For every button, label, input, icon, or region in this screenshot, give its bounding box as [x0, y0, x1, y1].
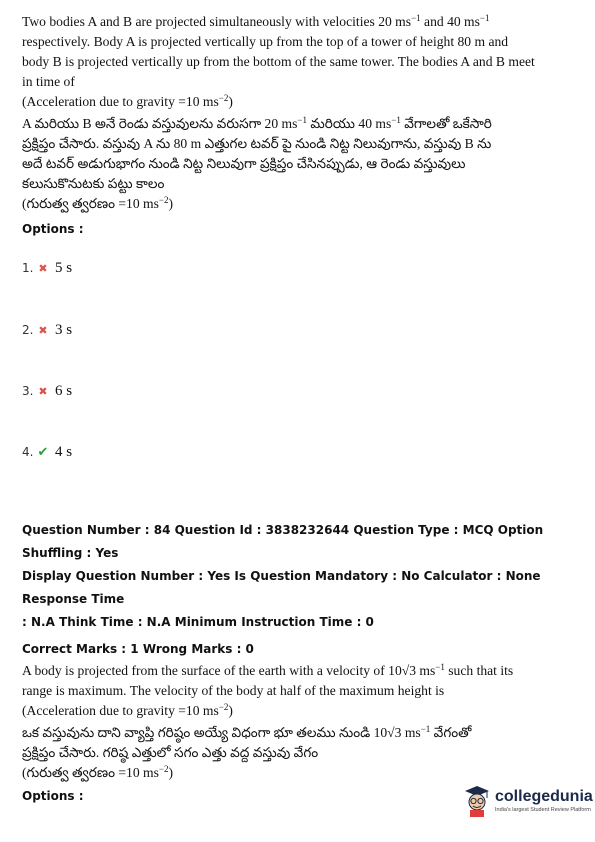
option-4[interactable]: 4. ✔ 4 s	[22, 443, 73, 460]
q83-options-list	[22, 258, 578, 462]
q84-options-label: Options :	[22, 789, 84, 803]
logo-brand-text: collegedunia	[495, 787, 593, 805]
q83-en-line3: body B is projected vertically up from the bottom of the same tower. The bodies A and B meet	[22, 54, 535, 69]
option-1[interactable]: 1. ✖ 5 s	[22, 259, 73, 276]
q84-telugu-text	[22, 723, 578, 783]
q84-meta-line3: : N.A Think Time : N.A Minimum Instruction Time : 0	[22, 615, 374, 629]
q83-en-gravity: (Acceleration due to gravity =10 $ms^{-2}$)	[22, 93, 233, 109]
q84-metadata	[22, 519, 578, 661]
q84-te-gravity: (గురుత్వ త్వరణం =10 $ms^{-2}$)	[22, 764, 173, 780]
q83-options-label: Options :	[22, 222, 84, 236]
wrong-mark-icon: ✖	[38, 324, 48, 337]
q84-meta-line2: Display Question Number : Yes Is Question Mandatory : No Calculator : None Response Time	[22, 569, 541, 606]
q83-en-line4: in time of	[22, 74, 75, 89]
option-3[interactable]: 3. ✖ 6 s	[22, 382, 73, 399]
collegedunia-logo	[462, 783, 593, 817]
question-page	[22, 12, 578, 803]
q83-en-line1: Two bodies A and B are projected simultaneously with velocities 20 $ms^{-1}$ and 40 $ms^{-1}$	[22, 13, 490, 29]
q83-te-line1: A మరియు B అనే రెండు వస్తువులను వరుసగా 20 $ms^{-1}$ మరియు 40 $ms^{-1}$ వేగాలతో ఒకేసారి	[22, 115, 492, 131]
q84-en-line2: range is maximum. The velocity of the body at half of the maximum height is	[22, 683, 445, 698]
q83-en-line2: respectively. Body A is projected vertically up from the top of a tower of height 80 m and	[22, 34, 509, 49]
q84-te-line1: ఒక వస్తువును దాని వ్యాప్తి గరిష్ఠం అయ్యే విధంగా భూ తలము నుండి 10√3 $ms^{-1}$ వేగంతో	[22, 724, 472, 740]
q84-meta-line1: Question Number : 84 Question Id : 3838232644 Question Type : MCQ Option Shuffling : Yes	[22, 523, 544, 560]
wrong-mark-icon: ✖	[38, 385, 48, 398]
q83-english-text	[22, 12, 578, 112]
wrong-mark-icon: ✖	[38, 262, 48, 275]
q84-en-line1: A body is projected from the surface of the earth with a velocity of 10√3 $ms^{-1}$ such that its	[22, 662, 514, 678]
q84-en-gravity: (Acceleration due to gravity =10 $ms^{-2}$)	[22, 702, 233, 718]
q83-te-line4: కలుసుకొనుటకు పట్టు కాలం	[22, 176, 165, 191]
q84-marks: Correct Marks : 1 Wrong Marks : 0	[22, 642, 254, 656]
q84-te-line2: ప్రక్షిప్తం చేసారు. గరిష్ఠ ఎత్తులో సగం ఎత్తు వద్ద వస్తువు వేగం	[22, 745, 319, 760]
q83-te-line2: ప్రక్షిప్తం చేసారు. వస్తువు A ను 80 m ఎత్తుగల టవర్ పై నుండి నిట్ట నిలువుగాను, వస్తువు B ను	[22, 136, 492, 151]
logo-tagline: India's largest Student Review Platform	[495, 806, 591, 813]
q83-te-line3: అదే టవర్ అడుగుభాగం నుండి నిట్ట నిలువుగా ప్రక్షిప్తం చేసినప్పుడు, ఆ రెండు వస్తువులు	[22, 156, 466, 171]
check-mark-icon: ✔	[37, 444, 49, 459]
q84-english-text	[22, 661, 578, 721]
q83-te-gravity: (గురుత్వ త్వరణం =10 $ms^{-2}$)	[22, 195, 173, 211]
q83-telugu-text	[22, 114, 578, 214]
student-mascot-icon	[462, 783, 492, 817]
option-2[interactable]: 2. ✖ 3 s	[22, 321, 73, 338]
